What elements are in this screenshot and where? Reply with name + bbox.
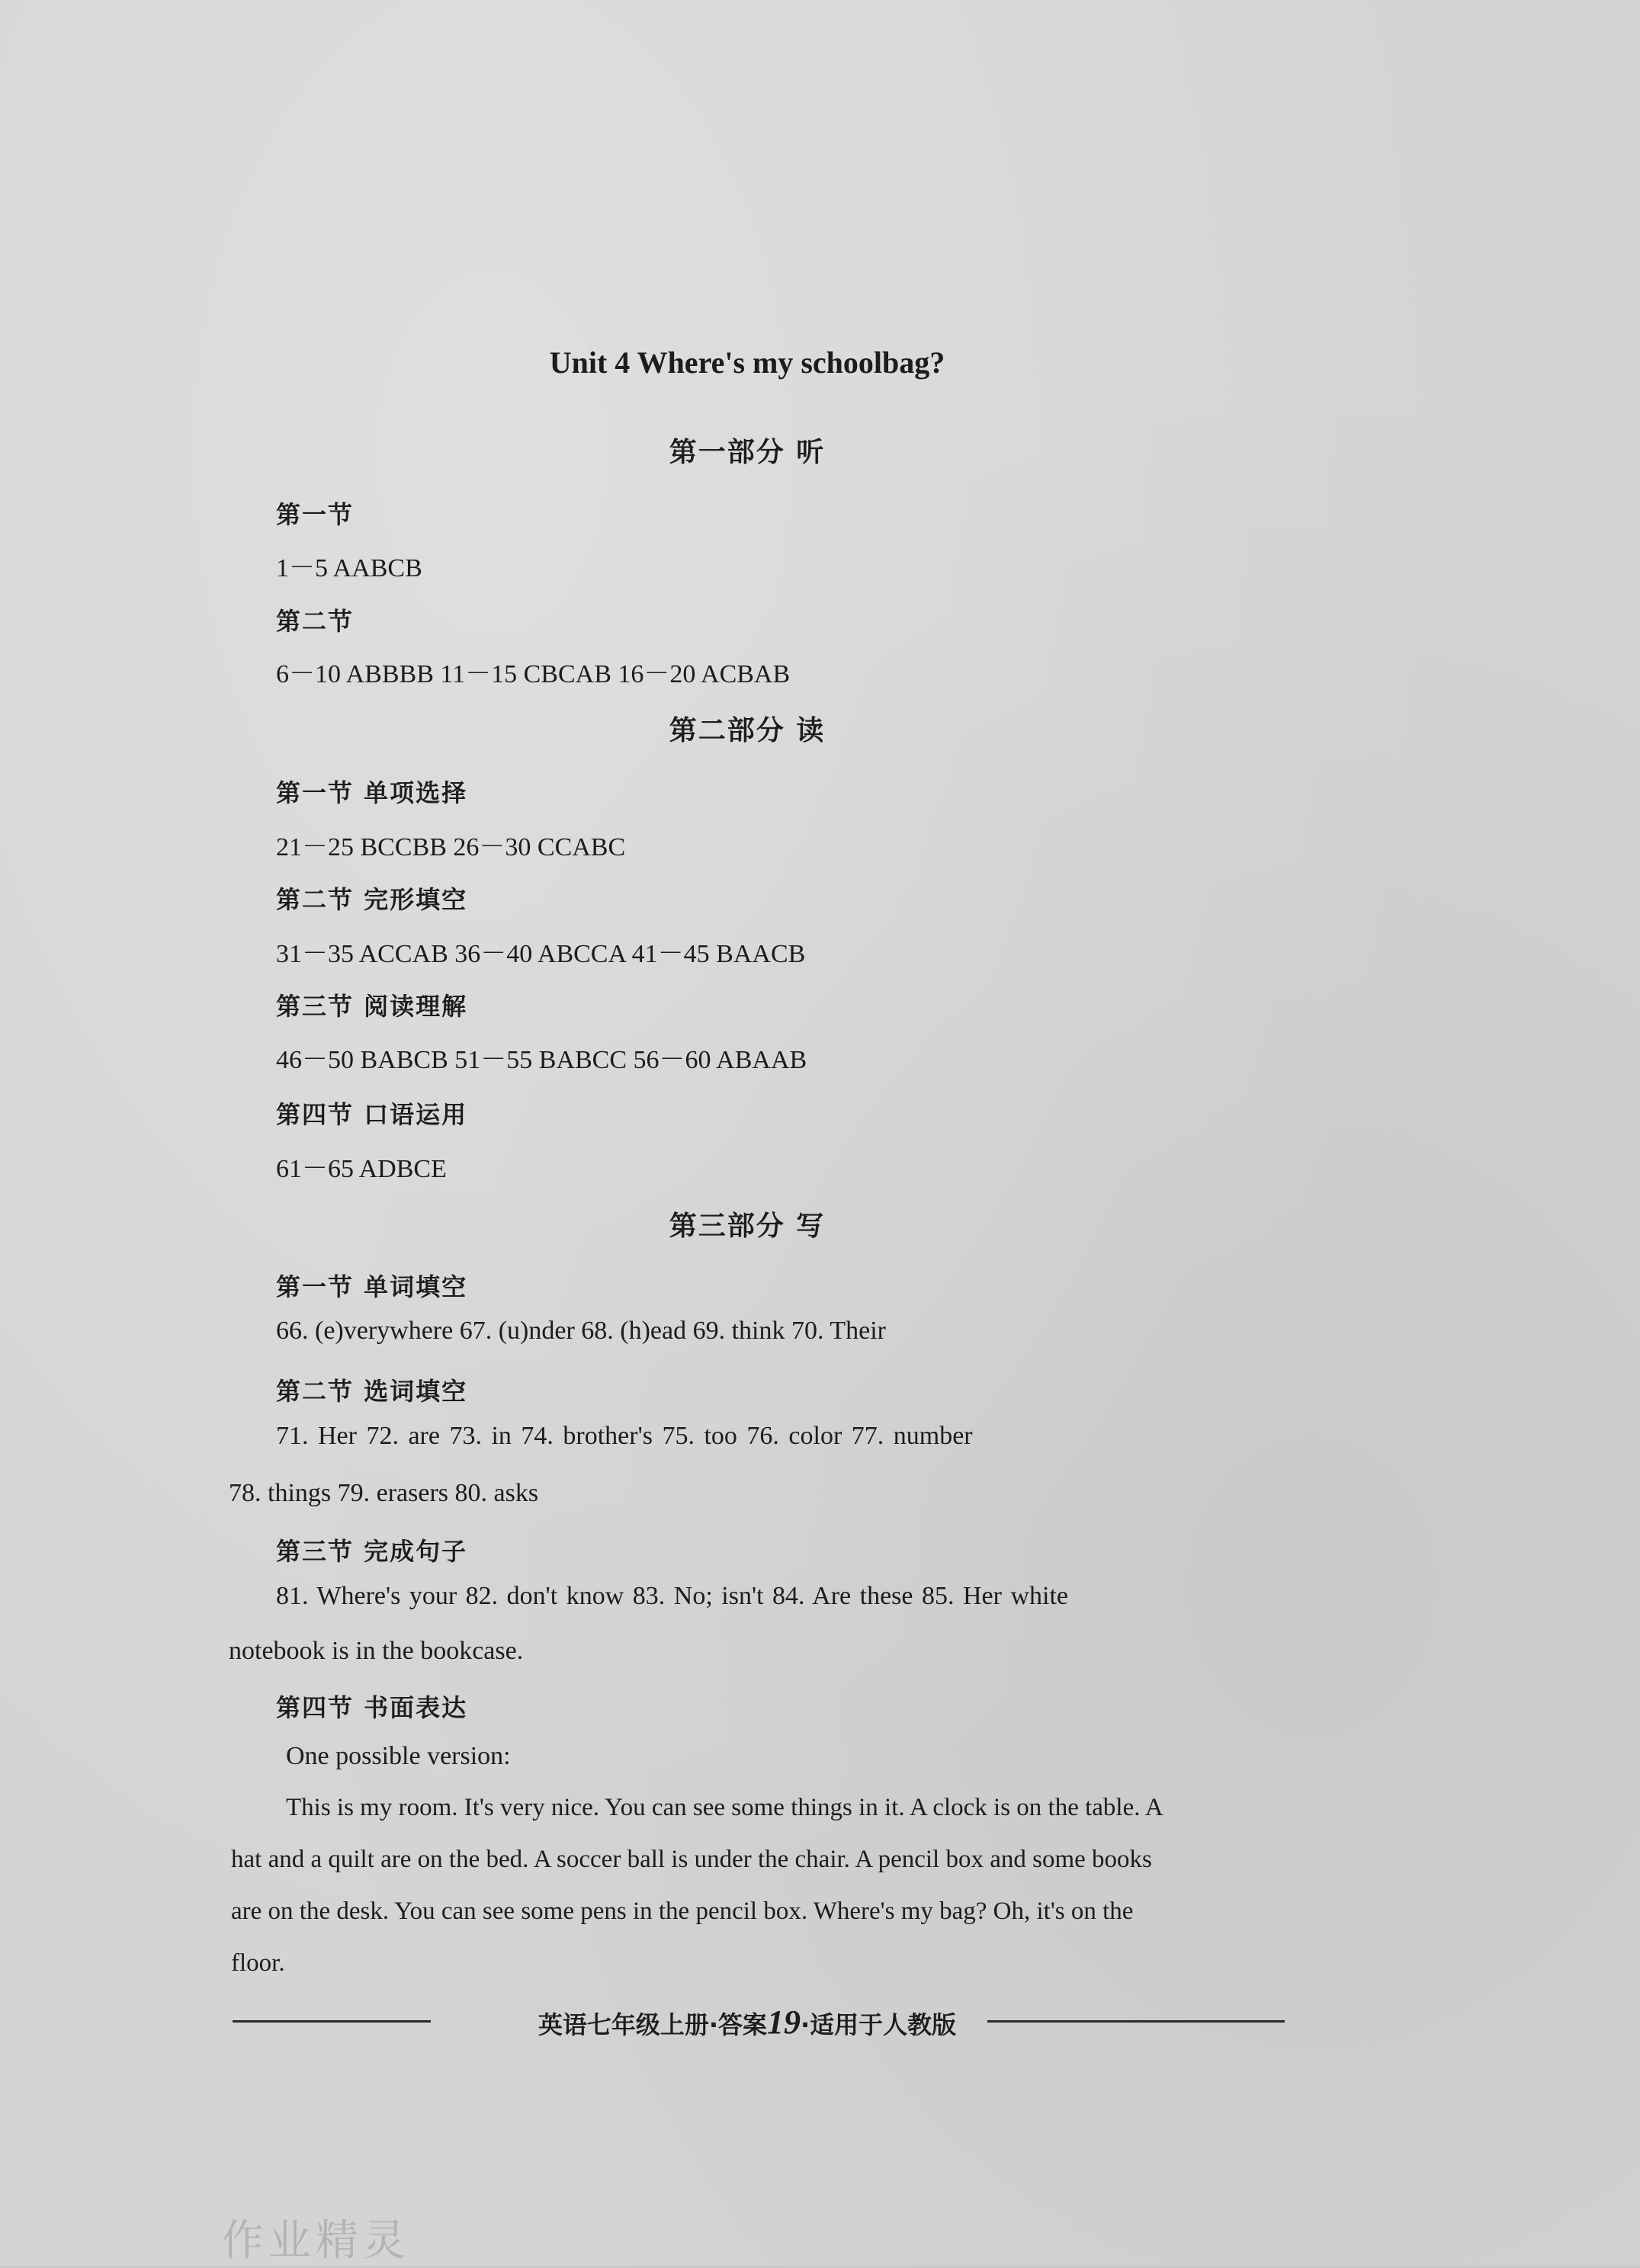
part-heading: 第二部分 读	[669, 715, 826, 746]
section-label: 第一节 单词填空	[276, 1272, 468, 1301]
answer-line: 1－5 AABCB	[276, 554, 422, 582]
part-heading: 第一部分 听	[669, 437, 826, 468]
answer-line: 71. Her 72. are 73. in 74. brother's 75. too 76. color 77. number	[276, 1422, 973, 1450]
footer: 英语七年级上册·答案19·适用于人教版	[538, 2003, 957, 2041]
section-label: 第二节 选词填空	[276, 1377, 468, 1406]
section-label: 第四节 书面表达	[276, 1693, 468, 1722]
essay-line: are on the desk. You can see some pens in the pencil box. Where's my bag? Oh, it's on the	[231, 1897, 1134, 1925]
page-number: 19	[767, 2003, 801, 2041]
answer-line: One possible version:	[286, 1742, 511, 1770]
essay-line: floor.	[231, 1949, 285, 1977]
answer-line: notebook is in the bookcase.	[229, 1637, 524, 1665]
answer-line: 61－65 ADBCE	[276, 1155, 447, 1183]
answer-line: 6－10 ABBBB 11－15 CBCAB 16－20 ACBAB	[276, 660, 791, 688]
footer-book-title: 英语七年级上册	[538, 2010, 709, 2039]
answer-line: 81. Where's your 82. don't know 83. No; isn't 84. Are these 85. Her white	[276, 1582, 1068, 1610]
answer-line: 66. (e)verywhere 67. (u)nder 68. (h)ead 69. think 70. Their	[276, 1317, 886, 1345]
essay-line: This is my room. It's very nice. You can see some things in it. A clock is on the table. A	[286, 1794, 1163, 1821]
section-label: 第四节 口语运用	[276, 1100, 468, 1129]
part-heading: 第三部分 写	[669, 1211, 826, 1242]
answer-line: 21－25 BCCBB 26－30 CCABC	[276, 833, 626, 861]
section-label: 第三节 阅读理解	[276, 992, 468, 1021]
section-label: 第一节 单项选择	[276, 778, 468, 807]
footer-edition: 适用于人教版	[810, 2010, 957, 2039]
answer-line: 46－50 BABCB 51－55 BABCC 56－60 ABAAB	[276, 1046, 807, 1074]
watermark-logo: 作业精灵	[221, 2216, 410, 2266]
section-label: 第三节 完成句子	[276, 1537, 468, 1566]
section-label: 第一节	[276, 500, 355, 529]
answer-line: 78. things 79. erasers 80. asks	[229, 1479, 539, 1507]
answer-line: 31－35 ACCAB 36－40 ABCCA 41－45 BAACB	[276, 940, 806, 968]
section-label: 第二节 完形填空	[276, 885, 468, 914]
section-label: 第二节	[276, 607, 355, 636]
unit-title: Unit 4 Where's my schoolbag?	[549, 345, 945, 380]
essay-line: hat and a quilt are on the bed. A soccer ball is under the chair. A pencil box and some books	[231, 1846, 1152, 1873]
footer-answer-label: 答案	[717, 2010, 767, 2039]
